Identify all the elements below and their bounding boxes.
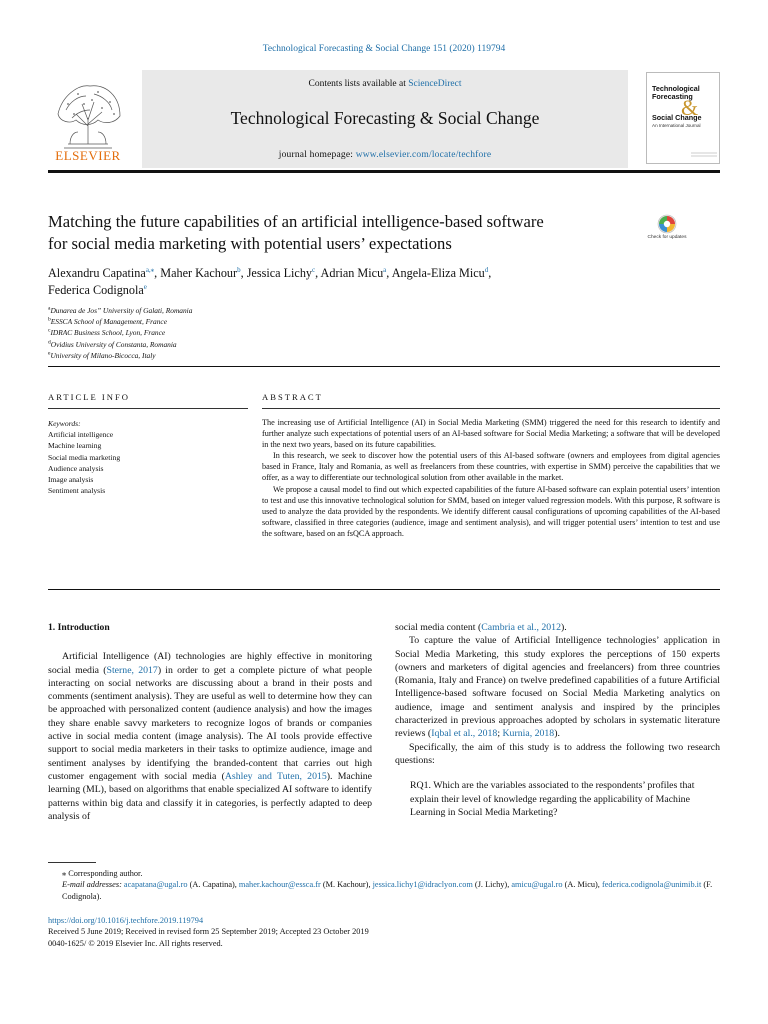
affiliation-marker: b: [48, 316, 51, 323]
contents-available: [142, 79, 628, 89]
affiliation-text: Ovidius University of Constanta, Romania: [50, 339, 177, 349]
affiliation-marker: a: [48, 305, 51, 312]
affiliation-text: IDRAC Business School, Lyon, France: [50, 328, 166, 338]
check-for-updates-label[interactable]: Check for updates: [647, 235, 687, 240]
affiliation: [48, 339, 192, 350]
body-paragraph: [395, 621, 720, 634]
author-list: [48, 265, 708, 299]
affiliation: [48, 327, 192, 338]
cover-decoration: [691, 151, 717, 159]
abstract-body: [262, 417, 720, 539]
affiliation-list: [48, 305, 192, 361]
cover-title-3: Social Change: [652, 113, 702, 122]
author-affiliation-marker[interactable]: e: [143, 282, 147, 291]
author-separator: ,: [488, 266, 492, 280]
author-separator: ,: [386, 266, 392, 280]
section-heading: 1. Introduction: [48, 622, 110, 633]
abstract-paragraph: In this research, we seek to discover how the potential users of this AI-based software (owners and employees from digital agencies based in France, Italy and Romania, as well as freelancers from these countries, with expertise in SMM) perceive the capabilities that we offer, as a way to differentiate our technological solution from other available in the market.: [262, 451, 720, 483]
keyword: Social media marketing: [48, 452, 121, 462]
author-name: Angela-Eliza Micu: [391, 266, 485, 280]
email-label: E-mail addresses:: [62, 880, 124, 890]
cover-subtitle: An International Journal: [652, 123, 701, 128]
affiliation-marker: d: [48, 339, 51, 346]
journal-title: Technological Forecasting & Social Change: [230, 108, 540, 128]
body-text: To capture the value of Artificial Intelligence technologies’ application in Social Media Marketing, this study explores the perceptions of 150 experts (owners and marketers of digital agencies and freelancers) from three countries (Romania, Italy and France) on twelve predefined capabilities of a future Artificial Intelligence-based software focused on Social Media Marketing analytics on audience, image and sentiment analysis and inspired by the principles characterized in previous approaches adopted by scholars in systematic literature reviews (: [395, 635, 720, 740]
doi-link[interactable]: https://doi.org/10.1016/j.techfore.2019.119794: [48, 916, 204, 925]
cover-title-2: Forecasting: [652, 92, 693, 101]
abstract-bottom-rule: [48, 589, 720, 590]
author-separator: ,: [240, 266, 247, 280]
citation-link[interactable]: Sterne, 2017: [106, 664, 158, 676]
elsevier-wordmark: ELSEVIER: [55, 148, 121, 163]
email-link[interactable]: federica.codignola@unimib.it: [601, 880, 702, 890]
affiliation: [48, 305, 192, 316]
citation-link[interactable]: Ashley and Tuten, 2015: [224, 770, 327, 782]
keyword: Sentiment analysis: [48, 486, 106, 496]
article-title: [48, 211, 638, 255]
citation-link[interactable]: Kurnia, 2018: [502, 728, 555, 740]
author-separator: ,: [315, 266, 321, 280]
email-link[interactable]: amicu@ugal.ro: [511, 880, 563, 890]
research-question: RQ1. Which are the variables associated to the respondents’ profiles that explain their level of knowledge regarding the applicability of Machine Learning in Social Media Marketing?: [410, 780, 695, 818]
abstract-paragraph: The increasing use of Artificial Intelligence (AI) in Social Media Marketing (SMM) triggered the need for this research to identify and further analyze such expectations of potential users of an AI-based software for Social Media Marketing; a software that will be developed in the next two years, based on its future capabilities.: [262, 418, 720, 450]
keyword: Image analysis: [48, 475, 94, 485]
affiliation-marker: c: [48, 327, 51, 334]
abstract-heading: ABSTRACT: [262, 392, 323, 402]
cover-ampersand-graphic: &: [681, 95, 699, 120]
affiliation-text: ESSCA School of Management, France: [50, 317, 167, 327]
journal-citation[interactable]: Technological Forecasting & Social Change 151 (2020) 119794: [262, 44, 506, 54]
section-rule: [48, 366, 720, 367]
author-name: Alexandru Capatina: [48, 266, 146, 280]
email-owner: (A. Micu),: [562, 880, 602, 890]
email-link[interactable]: acapatana@ugal.ro: [123, 880, 188, 890]
cover-title-1: Technological: [652, 84, 700, 93]
author-name: Maher Kachour: [160, 266, 238, 280]
email-link[interactable]: maher.kachour@essca.fr: [238, 880, 321, 890]
email-link[interactable]: jessica.lichy1@idraclyon.com: [372, 880, 473, 890]
contents-prefix: Contents lists available at: [308, 79, 409, 89]
email-owner: (J. Lichy),: [472, 880, 512, 890]
body-text: ). Machine learning (ML), based on algorithms that enable specialized AI software to identify patterns within big data and classify it in categories, is perfectly adapted to deep analysis of: [48, 770, 372, 822]
corresponding-author-note: ⁎ Corresponding author.: [62, 869, 143, 878]
keyword: Machine learning: [48, 441, 102, 451]
body-left-column: [48, 621, 372, 823]
body-right-column: [395, 621, 720, 819]
footnote-rule: [48, 862, 96, 863]
affiliation-text: University of Milano-Bicocca, Italy: [50, 350, 156, 360]
keywords-label: Keywords:: [48, 419, 81, 428]
body-paragraph: [395, 634, 720, 740]
publication-info: [48, 915, 369, 949]
email-owner: (F. Codignola).: [62, 880, 713, 901]
journal-cover-thumbnail[interactable]: [646, 72, 720, 164]
author-affiliation-marker[interactable]: c: [312, 265, 316, 274]
keyword: Audience analysis: [48, 463, 104, 473]
sciencedirect-link[interactable]: ScienceDirect: [408, 79, 462, 89]
copyright: 0040-1625/ © 2019 Elsevier Inc. All rights reserved.: [48, 938, 223, 948]
body-text: ;: [497, 728, 503, 740]
footnotes: [48, 868, 720, 902]
abstract-paragraph: We propose a causal model to find out which expected capabilities of the future AI-based software can explain potential users’ intention to test and use this innovative technological solution for SMM, based on integer valued regression models. With this purpose, R software is used to analyze the data provided by the respondents. We identify different causal configurations of upcoming capabilities of the AI-based software, classified in three categories (audience, image and sentiment analysis), and will trigger potential users’ intention to test and use the software, based on an fsQCA approach.: [262, 484, 720, 538]
author-affiliation-marker[interactable]: a: [383, 265, 387, 274]
author-separator: ,: [154, 266, 161, 280]
author-affiliation-marker[interactable]: b: [237, 265, 241, 274]
author-name: Federica Codignola: [48, 283, 144, 297]
abstract-rule: [262, 408, 720, 409]
header-rule: [48, 170, 720, 173]
citation-link[interactable]: Cambria et al., 2012: [481, 622, 561, 633]
received-dates: Received 5 June 2019; Received in revised form 25 September 2019; Accepted 23 October 2019: [48, 927, 369, 937]
body-text: ).: [560, 622, 567, 633]
body-text: ).: [554, 728, 560, 740]
affiliation-marker: e: [48, 350, 51, 357]
journal-homepage: [142, 150, 628, 160]
article-info-rule: [48, 408, 248, 409]
citation-link[interactable]: Iqbal et al., 2018: [431, 728, 498, 740]
check-for-updates-icon[interactable]: [646, 214, 688, 250]
body-text: ) in order to get a complete picture of what people interacting on social networks are discussing about a brand in their posts and comments (sentiment analysis). They are useful as well to determine how they can be approached with personalized content (audience analysis) and how the images they share enable savvy marketers to recognize logos of brands or companies active in social media content (image analysis). The AI tools provide effective support to social media marketers in their tasks to optimize audience, image and sentiment analyses by identifying the branded-content that carries out high customer engagement with social media (: [48, 664, 372, 782]
author-name: Adrian Micu: [320, 266, 384, 280]
homepage-prefix: journal homepage:: [278, 150, 356, 160]
affiliation: [48, 350, 192, 361]
keyword: Artificial intelligence: [48, 430, 114, 440]
affiliation: [48, 316, 192, 327]
email-addresses: [48, 879, 720, 902]
body-paragraph: [48, 650, 372, 823]
affiliation-text: Dunarea de Jos” University of Galati, Romania: [50, 306, 193, 315]
body-paragraph: Specifically, the aim of this study is to address the following two research questions:: [395, 741, 720, 766]
article-info-heading: ARTICLE INFO: [48, 392, 130, 402]
author-affiliation-marker[interactable]: d: [484, 265, 489, 274]
homepage-link[interactable]: www.elsevier.com/locate/techfore: [355, 150, 492, 160]
article-title-line-1: Matching the future capabilities of an artificial intelligence-based software: [48, 212, 544, 231]
email-owner: (M. Kachour),: [320, 880, 373, 890]
keyword-list: [48, 429, 120, 496]
body-text: Artificial Intelligence (AI) technologies are highly effective in monitoring social media (: [48, 651, 372, 676]
keywords-block: [48, 418, 120, 496]
body-text: social media content (: [395, 622, 482, 633]
email-owner: (A. Capatina),: [187, 880, 239, 890]
article-title-line-2: for social media marketing with potential users’ expectations: [48, 234, 452, 253]
author-affiliation-marker[interactable]: a,⁎: [145, 265, 155, 274]
author-name: Jessica Lichy: [246, 266, 313, 280]
